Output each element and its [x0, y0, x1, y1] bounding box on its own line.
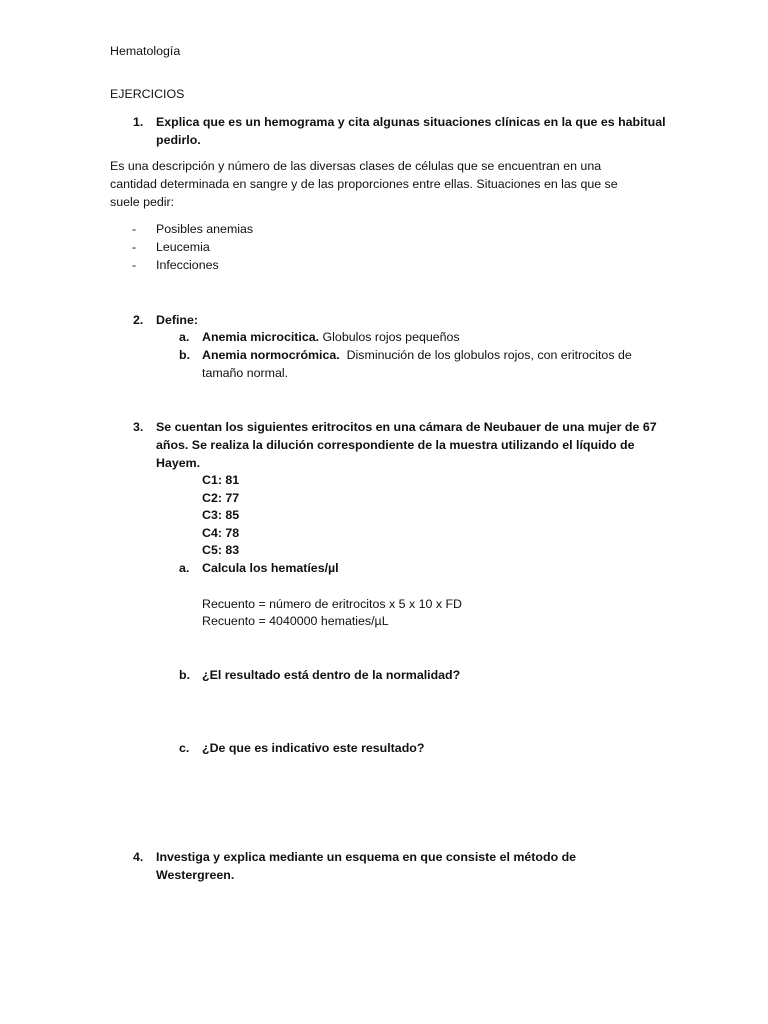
- q3c-label: c.: [179, 741, 190, 755]
- q2a-line: [202, 328, 460, 346]
- q4-number: 4.: [133, 850, 144, 864]
- q3-text-line1: Se cuentan los siguientes eritrocitos en una cámara de Neubauer de una mujer de 67: [156, 420, 657, 434]
- q2a-label: a.: [179, 330, 190, 344]
- formula-line1: Recuento = número de eritrocitos x 5 x 10 x FD: [202, 597, 462, 611]
- q3a-text: Calcula los hematíes/µl: [202, 561, 339, 575]
- count-item: C3: 85: [202, 508, 240, 522]
- count-item: C1: 81: [202, 473, 240, 487]
- count-item: C5: 83: [202, 543, 240, 557]
- q3b-label: b.: [179, 668, 191, 682]
- q3-number: 3.: [133, 420, 144, 434]
- q3c-text: ¿De que es indicativo este resultado?: [202, 741, 425, 755]
- q2b-label: b.: [179, 348, 191, 362]
- q2b-definition-line2: tamaño normal.: [202, 366, 289, 380]
- list-item: Infecciones: [156, 258, 219, 272]
- q2-text: Define:: [156, 313, 198, 327]
- q1-text-line2: pedirlo.: [156, 133, 201, 147]
- list-bullet: -: [132, 222, 137, 236]
- q3-text-line3: Hayem.: [156, 456, 201, 470]
- formula-line2: Recuento = 4040000 hematies/µL: [202, 614, 389, 628]
- q1-answer-line3: suele pedir:: [110, 195, 175, 209]
- q2b-definition: Disminución de los globulos rojos, con eritrocitos de: [346, 348, 632, 362]
- q3b-text: ¿El resultado está dentro de la normalidad?: [202, 668, 461, 682]
- list-item: Posibles anemias: [156, 222, 254, 236]
- section-title: EJERCICIOS: [110, 87, 185, 101]
- q2b-term: Anemia normocrómica.: [202, 348, 340, 362]
- q2b-line: [202, 346, 632, 364]
- q2a-definition: Globulos rojos pequeños: [322, 330, 460, 344]
- list-item: Leucemia: [156, 240, 210, 254]
- q4-text-line1: Investiga y explica mediante un esquema en que consiste el método de: [156, 850, 577, 864]
- document-header: Hematología: [110, 44, 181, 58]
- count-item: C2: 77: [202, 491, 240, 505]
- count-item: C4: 78: [202, 526, 240, 540]
- q1-text-line1: Explica que es un hemograma y cita algunas situaciones clínicas en la que es habitual: [156, 115, 666, 129]
- q2-number: 2.: [133, 313, 144, 327]
- list-bullet: -: [132, 258, 137, 272]
- q4-text-line2: Westergreen.: [156, 868, 235, 882]
- q1-number: 1.: [133, 115, 144, 129]
- q1-answer-line2: cantidad determinada en sangre y de las proporciones entre ellas. Situaciones en las que se: [110, 177, 618, 191]
- list-bullet: -: [132, 240, 137, 254]
- q3a-label: a.: [179, 561, 190, 575]
- q2a-term: Anemia microcitica.: [202, 330, 320, 344]
- q1-answer-line1: Es una descripción y número de las diversas clases de células que se encuentran en una: [110, 159, 602, 173]
- q3-text-line2: años. Se realiza la dilución correspondiente de la muestra utilizando el líquido de: [156, 438, 635, 452]
